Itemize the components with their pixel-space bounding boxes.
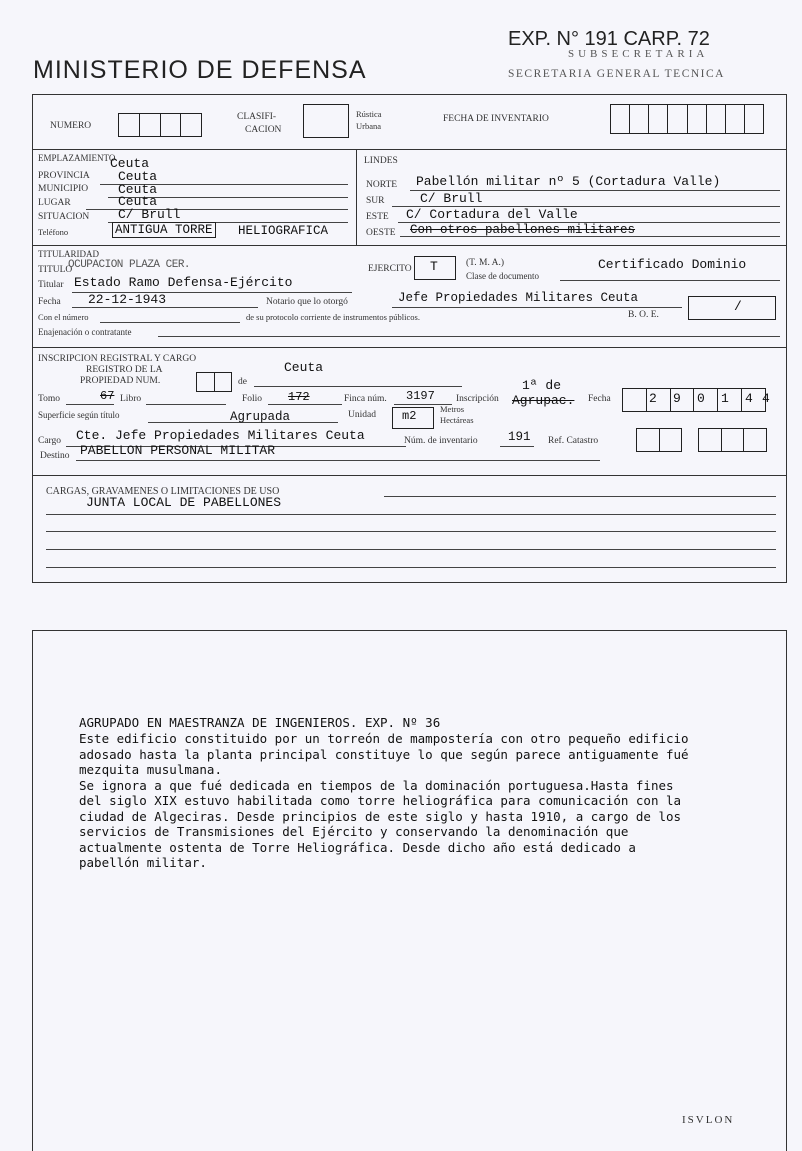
fecha-digit: 1 <box>721 391 729 406</box>
registro-value: Ceuta <box>284 360 324 375</box>
enajenacion-label: Enajenación o contratante <box>38 327 132 337</box>
fecha-digit: 4 <box>745 391 753 406</box>
fecha-digit: 0 <box>697 391 705 406</box>
cargas-line <box>384 496 776 497</box>
destino-value: PABELLON PERSONAL MILITAR <box>80 443 276 458</box>
cargo-value: Cte. Jefe Propiedades Militares Ceuta <box>76 428 365 443</box>
inscripcion-value: Agrupac. <box>512 393 575 408</box>
num-inventario-value: 191 <box>508 430 531 444</box>
titular-label: Titular <box>38 280 64 290</box>
cargas-value: JUNTA LOCAL DE PABELLONES <box>86 495 282 510</box>
unidad-label: Unidad <box>348 410 376 420</box>
titularidad-title: TITULARIDAD <box>38 249 99 259</box>
titulo-scrawl: OCUPACION PLAZA CER. <box>68 259 191 271</box>
clasificacion-box[interactable] <box>303 104 349 138</box>
numero-label: NUMERO <box>50 121 92 131</box>
ref-catastro-cells-a[interactable] <box>636 428 682 450</box>
subsecretaria-stamp: SUBSECRETARIA <box>568 48 709 60</box>
cargas-line <box>46 514 776 515</box>
notario-value: Jefe Propiedades Militares Ceuta <box>398 291 639 305</box>
unidad-value: m2 <box>402 409 417 423</box>
notario-label: Notario que lo otorgó <box>266 297 348 307</box>
lugar-label: LUGAR <box>38 198 71 208</box>
oeste-value: Con otros pabellones militares <box>410 223 636 237</box>
norte-label: NORTE <box>366 180 398 190</box>
este-label: ESTE <box>366 212 389 222</box>
destino-line <box>76 460 600 461</box>
norte-value: Pabellón militar nº 5 (Cortadura Valle) <box>416 174 721 189</box>
protocolo-label: de su protocolo corriente de instrumentos públicos. <box>246 312 420 322</box>
libro-line <box>146 404 226 405</box>
ejercito-value: T <box>430 259 438 274</box>
tma-label: (T. M. A.) <box>466 258 505 268</box>
oeste-label: OESTE <box>366 228 396 238</box>
divider <box>356 149 357 245</box>
clasificacion-label: CLASIFI- CACION <box>237 112 282 135</box>
divider <box>32 149 787 150</box>
emplazamiento-title: EMPLAZAMIENTO <box>38 153 116 163</box>
divider <box>32 245 787 246</box>
notes-line: Se ignora a que fué dedicada en tiempos de la dominación portuguesa.Hasta fines <box>79 777 674 793</box>
metros-hectareas-label: Metros Hectáreas <box>440 404 474 425</box>
finca-value: 3197 <box>406 389 435 403</box>
superficie-label: Superficie según título <box>38 410 120 420</box>
registro-label: REGISTRO DE LA PROPIEDAD NUM. <box>80 365 163 386</box>
numero-cells[interactable] <box>118 113 202 135</box>
ejercito-label: EJERCITO <box>368 264 412 274</box>
boe-label: B. O. E. <box>628 310 659 320</box>
finca-label: Finca núm. <box>344 394 387 404</box>
sur-label: SUR <box>366 196 385 206</box>
notario-line <box>392 307 682 308</box>
notes-frame <box>32 630 787 1151</box>
destino-label: Destino <box>40 451 70 461</box>
notes-heading: AGRUPADO EN MAESTRANZA DE INGENIEROS. EXP. Nº 36 <box>79 715 441 730</box>
num-inventario-line <box>500 446 534 447</box>
con-numero-line <box>100 322 240 323</box>
municipio-value: Ceuta <box>118 182 158 197</box>
titular-value: Estado Ramo Defensa-Ejército <box>74 275 293 290</box>
notes-line: ciudad de Algeciras. Desde principios de este siglo y hasta 1910, a cargo de los <box>79 808 682 824</box>
inscripcion-label: Inscripción <box>456 394 499 404</box>
fecha-digit: 2 <box>649 391 657 406</box>
situacion-label: SITUACION <box>38 212 90 222</box>
num-inventario-label: Núm. de inventario <box>404 436 478 446</box>
provincia-value: Ceuta <box>118 169 158 184</box>
ministry-title: MINISTERIO DE DEFENSA <box>33 56 367 84</box>
lindes-title: LINDES <box>364 156 398 166</box>
sur-value: C/ Brull <box>420 191 483 206</box>
tomo-label: Tomo <box>38 394 61 404</box>
secretaria-stamp: SECRETARIA GENERAL TECNICA <box>508 68 725 80</box>
folio-line <box>268 404 342 405</box>
este-value: C/ Cortadura del Valle <box>406 207 578 222</box>
clase-documento-label: Clase de documento <box>466 271 539 281</box>
clase-documento-value: Certificado Dominio <box>598 257 747 272</box>
cargas-line <box>46 549 776 550</box>
telefono-rest-value: HELIOGRAFICA <box>238 224 329 238</box>
registro-cells[interactable] <box>196 372 232 390</box>
notes-line: servicios de Transmisiones del Ejército y conservando la denominación que <box>79 824 629 839</box>
inscripcion-title: INSCRIPCION REGISTRAL Y CARGO <box>38 354 197 364</box>
cargas-line <box>46 567 776 568</box>
lugar-value: Ceuta <box>118 194 158 209</box>
fecha-titulo-line <box>72 307 258 308</box>
footer-mark: ISVLON <box>682 1114 735 1126</box>
cargas-title: CARGAS, GRAVAMENES O LIMITACIONES DE USO <box>46 486 280 497</box>
fecha-digit: 4 <box>762 391 770 406</box>
divider <box>32 475 787 476</box>
notes-line: adosado hasta la planta principal constituye lo que según parece antiguamente fué <box>79 746 689 762</box>
fecha-titulo-label: Fecha <box>38 297 61 307</box>
situacion-value: C/ Brull <box>118 207 181 222</box>
fecha-inventario-label: FECHA DE INVENTARIO <box>443 114 549 124</box>
notes-line: pabellón militar. <box>79 855 207 870</box>
telefono-boxed-value: ANTIGUA TORRE <box>112 222 216 238</box>
enajenacion-line <box>158 336 780 337</box>
notes-line: actualmente ostenta de Torre Heliográfica. Desde dicho año está dedicado a <box>79 839 636 855</box>
con-numero-label: Con el número <box>38 312 89 322</box>
fecha-titulo-value: 22-12-1943 <box>88 292 167 307</box>
fecha-digit: 9 <box>673 391 681 406</box>
cargo-label: Cargo <box>38 436 62 446</box>
municipio-label: MUNICIPIO <box>38 184 89 194</box>
clase-documento-line <box>560 280 780 281</box>
registro-de-label: de <box>238 377 247 387</box>
telefono-label: Teléfono <box>38 227 69 237</box>
notes-body <box>79 731 689 871</box>
boe-value: / <box>734 299 742 314</box>
notes-line: Este edificio constituido por un torreón de mampostería con otro pequeño edificio <box>79 731 689 746</box>
rustica-urbana-label: Rústica Urbana <box>356 109 382 131</box>
inscripcion-top-value: 1ª de <box>522 378 562 393</box>
notes-line: del siglo XIX estuvo habilitada como torre heliográfica para comunicación con la <box>79 793 682 808</box>
folio-value: 172 <box>288 390 310 404</box>
cargas-line <box>46 531 776 532</box>
tomo-line <box>66 404 114 405</box>
divider <box>32 347 787 348</box>
emplazamiento-value: Ceuta <box>110 156 150 171</box>
notes-line: mezquita musulmana. <box>79 762 222 777</box>
libro-label: Libro <box>120 394 142 404</box>
tomo-value: 67 <box>100 389 115 403</box>
provincia-label: PROVINCIA <box>38 171 90 181</box>
folio-label: Folio <box>242 394 263 404</box>
superficie-value: Agrupada <box>230 410 291 424</box>
titulo-label: TITULO <box>38 265 73 275</box>
ref-catastro-cells-b[interactable] <box>698 428 767 450</box>
ref-catastro-label: Ref. Catastro <box>548 436 599 446</box>
fecha-inscripcion-label: Fecha <box>588 394 611 404</box>
registro-de-line <box>254 386 462 387</box>
expediente-reference: EXP. N° 191 CARP. 72 <box>508 28 710 50</box>
fecha-inventario-cells[interactable] <box>610 104 764 132</box>
boe-box[interactable] <box>688 296 776 320</box>
